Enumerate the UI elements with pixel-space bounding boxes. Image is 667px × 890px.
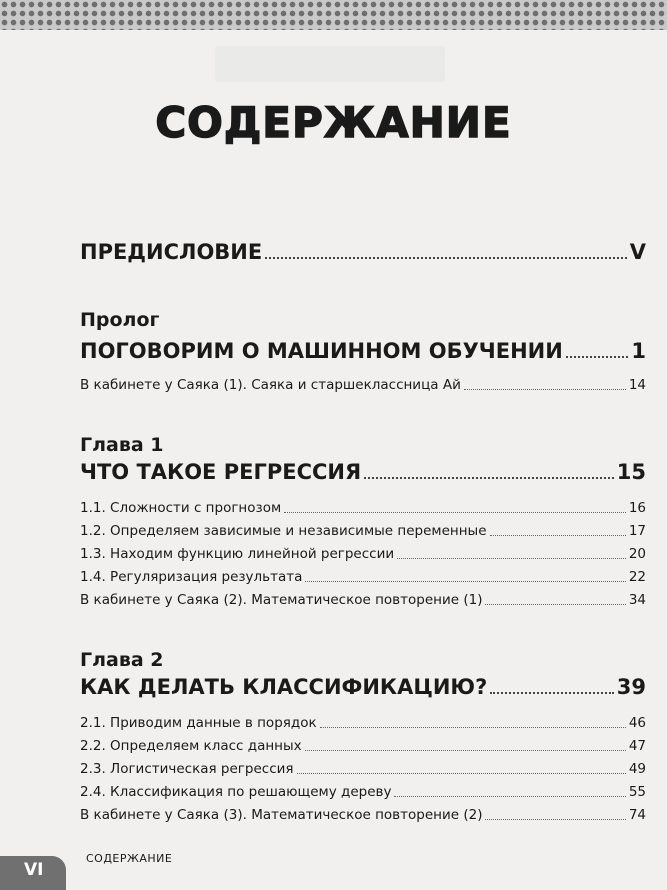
- toc-entry-page: 22: [628, 569, 646, 585]
- toc-entry: [80, 738, 646, 754]
- toc-entry: [80, 377, 646, 393]
- toc-entry-page: 16: [628, 500, 646, 516]
- toc-entry-label: 2.2. Определяем класс данных: [80, 738, 302, 754]
- toc-entry-label: В кабинете у Саяка (1). Саяка и старшеклассница Ай: [80, 377, 461, 393]
- dot-leader: [394, 796, 625, 797]
- dot-leader: [284, 512, 626, 513]
- toc-entry: [80, 523, 646, 539]
- dot-leader: [305, 750, 626, 751]
- toc-entry-label: ПРЕДИСЛОВИЕ: [80, 240, 263, 264]
- toc-entry-page: 14: [628, 377, 646, 393]
- toc-entry-preface: [80, 240, 646, 264]
- bleed-through-shadow: [215, 46, 445, 82]
- dot-leader: [490, 535, 626, 536]
- toc-entry-label: В кабинете у Саяка (2). Математическое повторение (1): [80, 592, 483, 608]
- toc-entry-page: 39: [616, 675, 646, 699]
- dot-leader: [397, 558, 626, 559]
- toc-entry-label: В кабинете у Саяка (3). Математическое повторение (2): [80, 807, 483, 823]
- toc-entry-label: 1.3. Находим функцию линейной регрессии: [80, 546, 395, 562]
- dot-leader: [364, 477, 614, 479]
- dot-leader: [297, 773, 626, 774]
- toc-entry-page: 49: [628, 761, 646, 777]
- toc-entry: [80, 546, 646, 562]
- toc-entry: [80, 761, 646, 777]
- dot-leader: [464, 389, 626, 390]
- toc-entry-page: 20: [628, 546, 646, 562]
- toc-entry-label: 1.2. Определяем зависимые и независимые переменные: [80, 523, 487, 539]
- toc-entry-page: 15: [616, 460, 646, 484]
- toc-entry-page: 55: [628, 784, 646, 800]
- toc-entry-label: 1.1. Сложности с прогнозом: [80, 500, 282, 516]
- toc-entry-page: 17: [628, 523, 646, 539]
- page-title: СОДЕРЖАНИЕ: [155, 98, 512, 147]
- dot-leader: [490, 692, 614, 694]
- toc-entry-chapter2-heading: [80, 675, 646, 699]
- chapter1-label: Глава 1: [80, 434, 164, 456]
- toc-entry-page: V: [629, 240, 646, 264]
- toc-entry-label: ПОГОВОРИМ О МАШИННОМ ОБУЧЕНИИ: [80, 339, 563, 363]
- halftone-header-band: [0, 0, 667, 30]
- toc-entry-page: 74: [628, 807, 646, 823]
- dot-leader: [485, 819, 625, 820]
- dot-leader: [305, 581, 625, 582]
- toc-entry-page: 1: [631, 339, 646, 363]
- prologue-label: Пролог: [80, 309, 160, 331]
- toc-entry-label: 2.3. Логистическая регрессия: [80, 761, 294, 777]
- toc-entry-page: 34: [628, 592, 646, 608]
- toc-entry-page: 46: [628, 715, 646, 731]
- toc-entry-label: КАК ДЕЛАТЬ КЛАССИФИКАЦИЮ?: [80, 675, 488, 699]
- toc-entry-chapter1-heading: [80, 460, 646, 484]
- chapter2-label: Глава 2: [80, 649, 164, 671]
- dot-leader: [265, 257, 627, 259]
- dot-leader: [320, 727, 626, 728]
- toc-entry-label: ЧТО ТАКОЕ РЕГРЕССИЯ: [80, 460, 362, 484]
- running-title: СОДЕРЖАНИЕ: [86, 852, 173, 865]
- toc-entry: [80, 715, 646, 731]
- toc-entry-label: 2.1. Приводим данные в порядок: [80, 715, 317, 731]
- toc-entry: [80, 807, 646, 823]
- toc-entry-page: 47: [628, 738, 646, 754]
- page-number: VI: [24, 860, 44, 880]
- toc-entry: [80, 784, 646, 800]
- toc-entry: [80, 592, 646, 608]
- toc-entry-label: 1.4. Регуляризация результата: [80, 569, 303, 585]
- dot-leader: [485, 604, 625, 605]
- toc-entry: [80, 500, 646, 516]
- toc-entry-label: 2.4. Классификация по решающему дереву: [80, 784, 392, 800]
- dot-leader: [566, 356, 629, 358]
- toc-entry: [80, 569, 646, 585]
- toc-entry-prologue-heading: [80, 339, 646, 363]
